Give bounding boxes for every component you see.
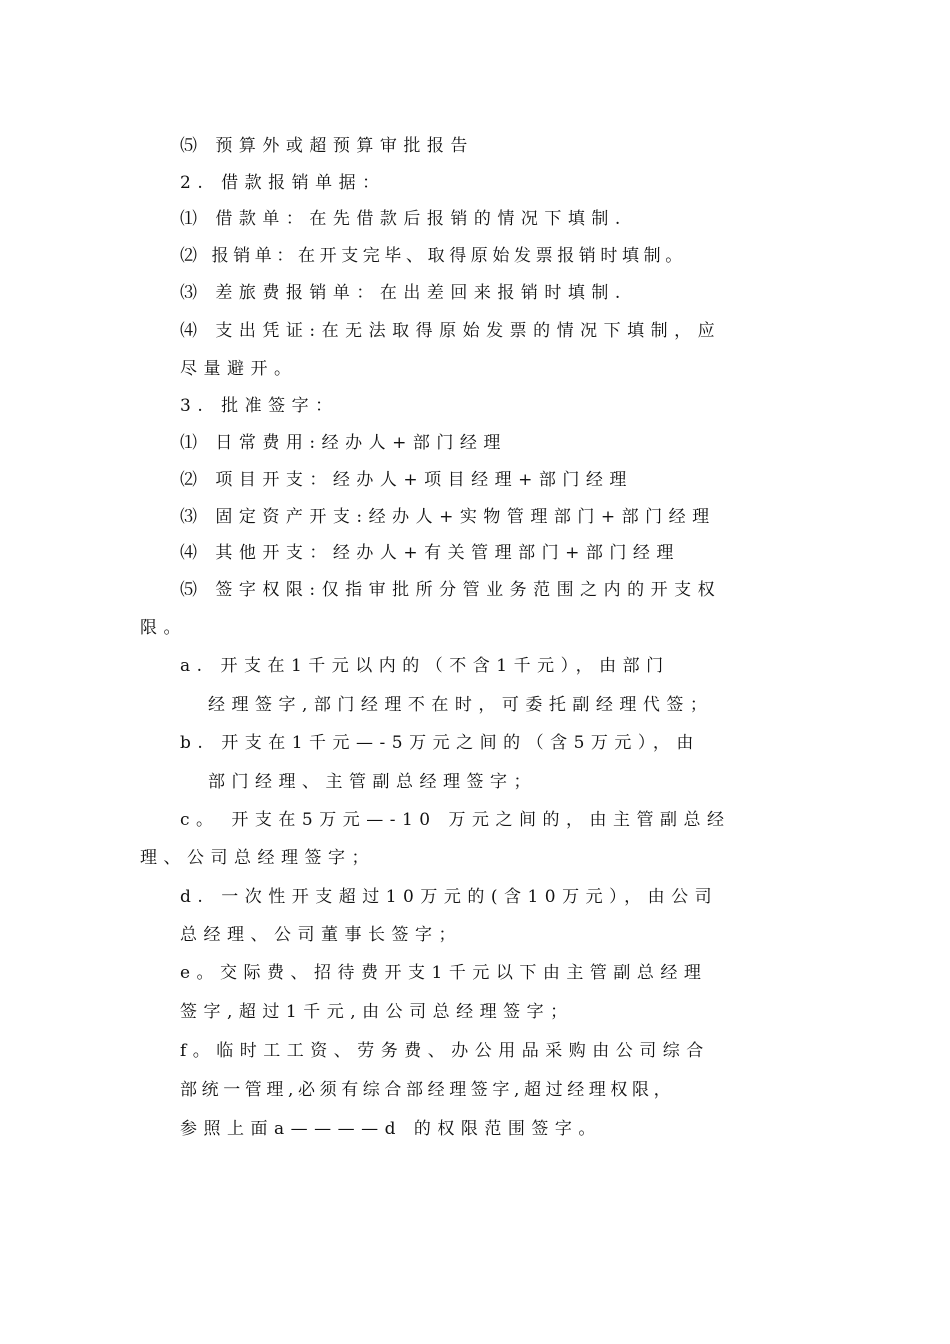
text-line: 尽量避开。 bbox=[180, 359, 298, 379]
text-line: ⑴ 借款单：在先借款后报销的情况下填制. bbox=[180, 209, 627, 229]
text-line: 总经理、公司董事长签字； bbox=[180, 925, 462, 945]
text-line: e。交际费、招待费开支1千元以下由主管副总经理 bbox=[180, 963, 708, 983]
text-line: ⑷ 其他开支：经办人+有关管理部门+部门经理 bbox=[180, 543, 680, 563]
text-line: 限。 bbox=[140, 618, 187, 638]
text-line: b. 开支在1千元—-5万元之间的（含5万元），由 bbox=[180, 733, 700, 753]
text-line: 部门经理、主管副总经理签字； bbox=[208, 772, 537, 792]
text-line: 参照上面a————d 的权限范围签字。 bbox=[180, 1119, 602, 1139]
text-line: ⑶ 差旅费报销单：在出差回来报销时填制. bbox=[180, 283, 627, 303]
text-line: 经理签字,部门经理不在时，可委托副经理代签； bbox=[208, 695, 714, 715]
section-heading: 3. 批准签字： bbox=[180, 396, 339, 416]
text-line: ⑵ 项目开支：经办人+项目经理+部门经理 bbox=[180, 470, 633, 490]
text-line: a. 开支在1千元以内的（不含1千元），由部门 bbox=[180, 656, 670, 676]
text-line: ⑶ 固定资产开支:经办人+实物管理部门+部门经理 bbox=[180, 507, 716, 527]
text-line: 部统一管理,必须有综合部经理签字,超过经理权限， bbox=[180, 1080, 676, 1100]
text-line: c。 开支在5万元—-10 万元之间的，由主管副总经 bbox=[180, 810, 731, 830]
text-line: d. 一次性开支超过10万元的(含10万元），由公司 bbox=[180, 887, 719, 907]
text-line: 理、公司总经理签字； bbox=[140, 848, 375, 868]
text-line: ⑷ 支出凭证:在无法取得原始发票的情况下填制，应 bbox=[180, 321, 722, 341]
text-line: ⑸ 签字权限:仅指审批所分管业务范围之内的开支权 bbox=[180, 580, 722, 600]
text-line: ⑵ 报销单：在开支完毕、取得原始发票报销时填制。 bbox=[180, 246, 687, 266]
text-line: ⑴ 日常费用:经办人+部门经理 bbox=[180, 433, 507, 453]
text-line: ⑸ 预算外或超预算审批报告 bbox=[180, 136, 474, 156]
text-line: f。临时工工资、劳务费、办公用品采购由公司综合 bbox=[180, 1041, 710, 1061]
section-heading: 2. 借款报销单据： bbox=[180, 173, 386, 193]
text-line: 签字,超过1千元,由公司总经理签字； bbox=[180, 1002, 574, 1022]
